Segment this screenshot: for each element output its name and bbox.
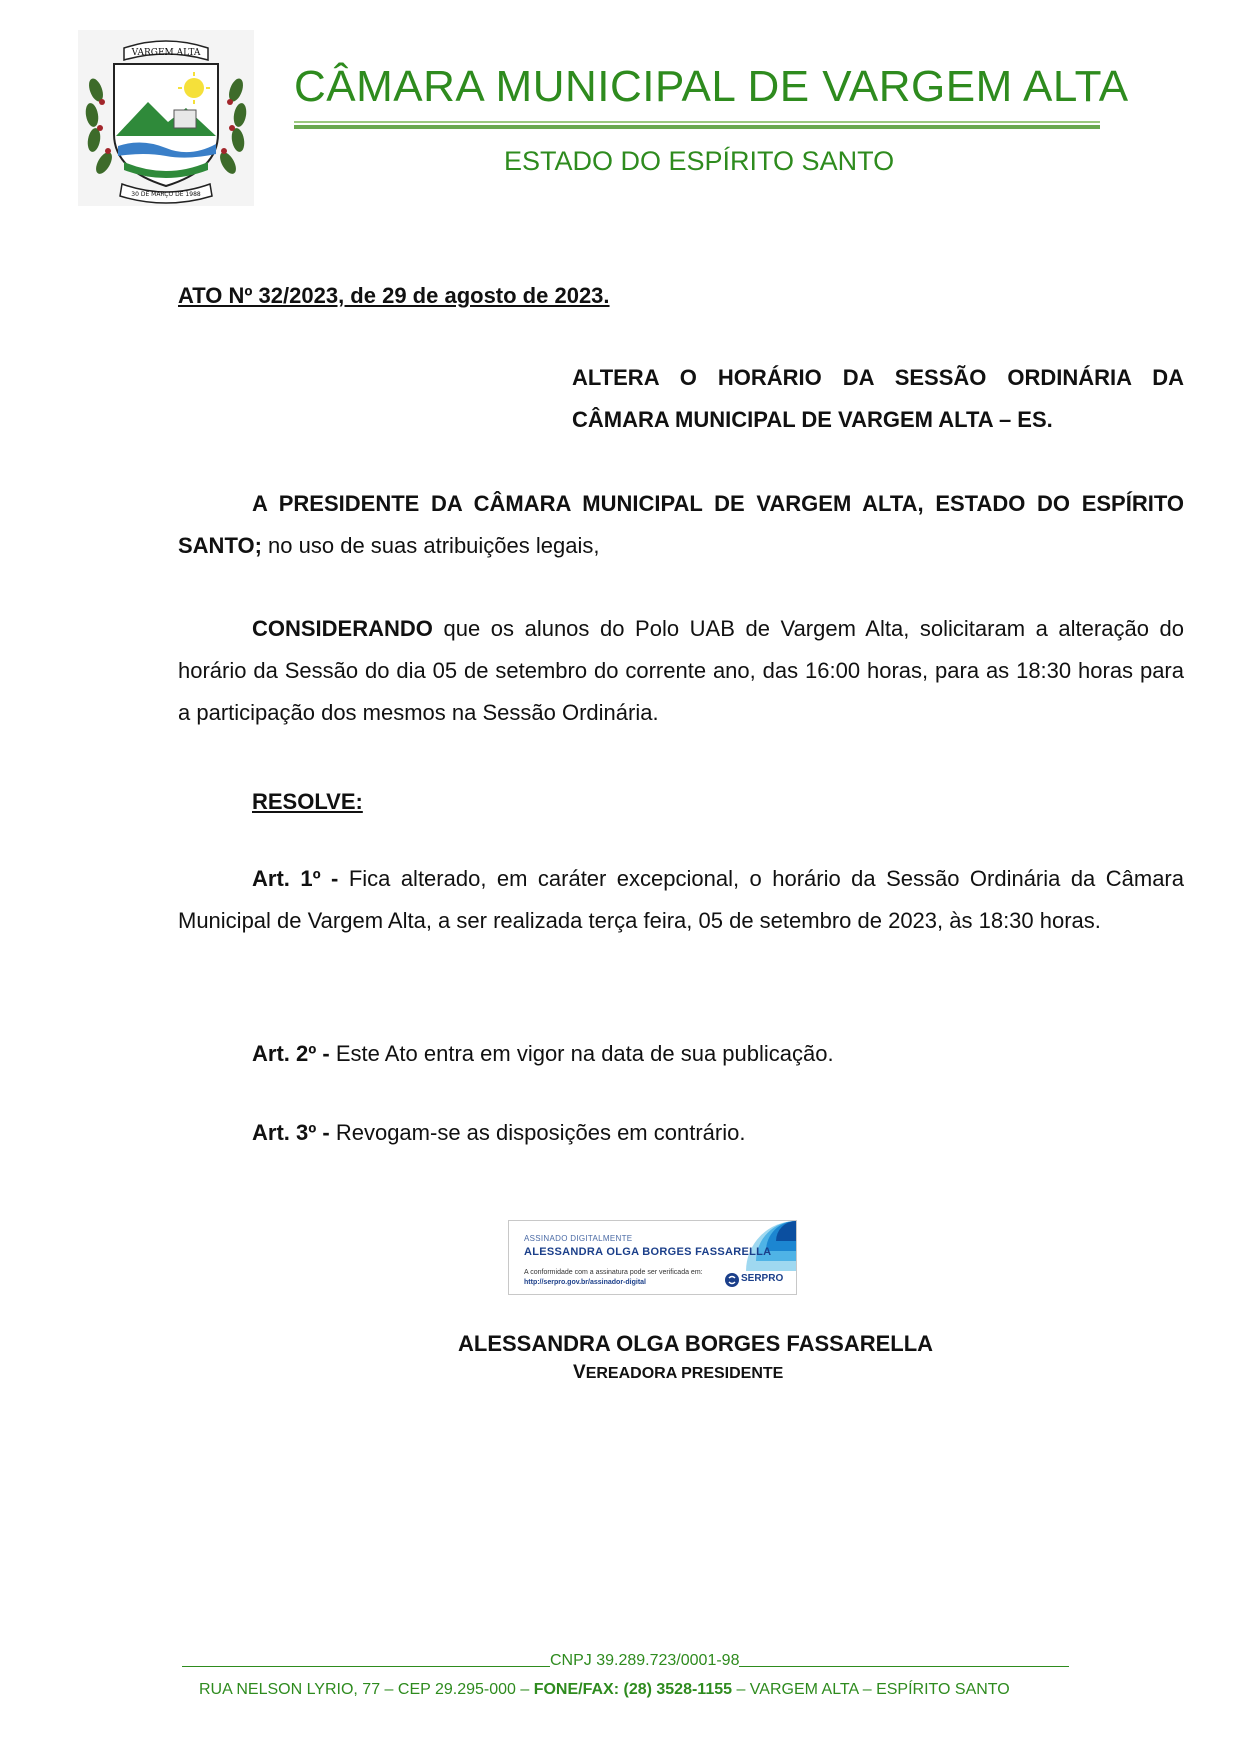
article-2-label: Art. 2º - bbox=[252, 1041, 330, 1066]
svg-text:30 DE MARÇO DE 1988: 30 DE MARÇO DE 1988 bbox=[131, 191, 201, 198]
article-1-label: Art. 1º - bbox=[252, 866, 339, 891]
footer-rule-right bbox=[739, 1666, 1069, 1667]
serpro-logo-icon bbox=[725, 1273, 739, 1287]
act-title: ATO Nº 32/2023, de 29 de agosto de 2023. bbox=[178, 283, 610, 308]
signer-name: ALESSANDRA OLGA BORGES FASSARELLA bbox=[458, 1331, 934, 1356]
footer-phone: FONE/FAX: (28) 3528-1155 bbox=[533, 1681, 733, 1698]
footer-address-part1: RUA NELSON LYRIO, 77 – CEP 29.295-000 – bbox=[199, 1681, 534, 1698]
act-summary: ALTERA O HORÁRIO DA SESSÃO ORDINÁRIA DA CÂMARA MUNICIPAL DE VARGEM ALTA – ES. bbox=[572, 365, 1184, 432]
footer-address-part2: – VARGEM ALTA – ESPÍRITO SANTO bbox=[732, 1681, 1010, 1698]
preamble-paragraph bbox=[178, 483, 1184, 567]
serpro-brand: SERPRO bbox=[741, 1273, 784, 1284]
article-3 bbox=[178, 1112, 1184, 1154]
footer-rule-left bbox=[182, 1666, 550, 1667]
considerando-text: que os alunos do Polo UAB de Vargem Alta, solicitaram a alteração do horário da Sessão do dia 05 de setembro do corrente ano, das 16:00 horas, para as 18:30 horas para a participação dos mesmos na Sessão Ordinária. bbox=[178, 616, 1184, 725]
considerando-label: CONSIDERANDO bbox=[252, 616, 433, 641]
signer-role-initial: V bbox=[573, 1362, 586, 1383]
stamp-signer-name: ALESSANDRA OLGA BORGES FASSARELLA bbox=[524, 1246, 772, 1258]
digital-signature-stamp bbox=[508, 1220, 797, 1295]
footer-cnpj: CNPJ 39.289.723/0001-98 bbox=[550, 1652, 740, 1669]
signer-role bbox=[573, 1362, 783, 1384]
municipal-crest-logo bbox=[78, 30, 254, 206]
preamble-text: no uso de suas atribuições legais, bbox=[261, 533, 600, 558]
footer-address-line bbox=[199, 1681, 1010, 1699]
article-1 bbox=[178, 858, 1184, 942]
page-title: CÂMARA MUNICIPAL DE VARGEM ALTA bbox=[294, 62, 1129, 111]
considerando-paragraph bbox=[178, 608, 1184, 734]
page-subtitle: ESTADO DO ESPÍRITO SANTO bbox=[504, 146, 895, 176]
article-2-text: Este Ato entra em vigor na data de sua publicação. bbox=[329, 1041, 834, 1066]
signer-role-rest: EREADORA PRESIDENTE bbox=[585, 1365, 784, 1382]
article-1-text: Fica alterado, em caráter excepcional, o horário da Sessão Ordinária da Câmara Municipal de Vargem Alta, a ser realizada terça feira, 05 de setembro de 2023, às 18:30 horas. bbox=[178, 866, 1184, 933]
stamp-label: ASSINADO DIGITALMENTE bbox=[524, 1234, 633, 1243]
preamble-bold: A PRESIDENTE DA CÂMARA MUNICIPAL DE VARGEM ALTA, ESTADO DO ESPÍRITO SANTO; bbox=[178, 491, 1184, 558]
svg-text:VARGEM ALTA: VARGEM ALTA bbox=[131, 48, 201, 58]
article-3-label: Art. 3º - bbox=[252, 1120, 330, 1145]
header-divider bbox=[294, 121, 1100, 130]
stamp-note: A conformidade com a assinatura pode ser verificada em: bbox=[524, 1269, 703, 1276]
footer-cnpj-line bbox=[182, 1652, 1069, 1670]
article-2 bbox=[178, 1033, 1184, 1075]
stamp-verification-url: http://serpro.gov.br/assinador-digital bbox=[524, 1279, 646, 1286]
resolve-heading: RESOLVE: bbox=[252, 789, 363, 814]
article-3-text: Revogam-se as disposições em contrário. bbox=[329, 1120, 746, 1145]
